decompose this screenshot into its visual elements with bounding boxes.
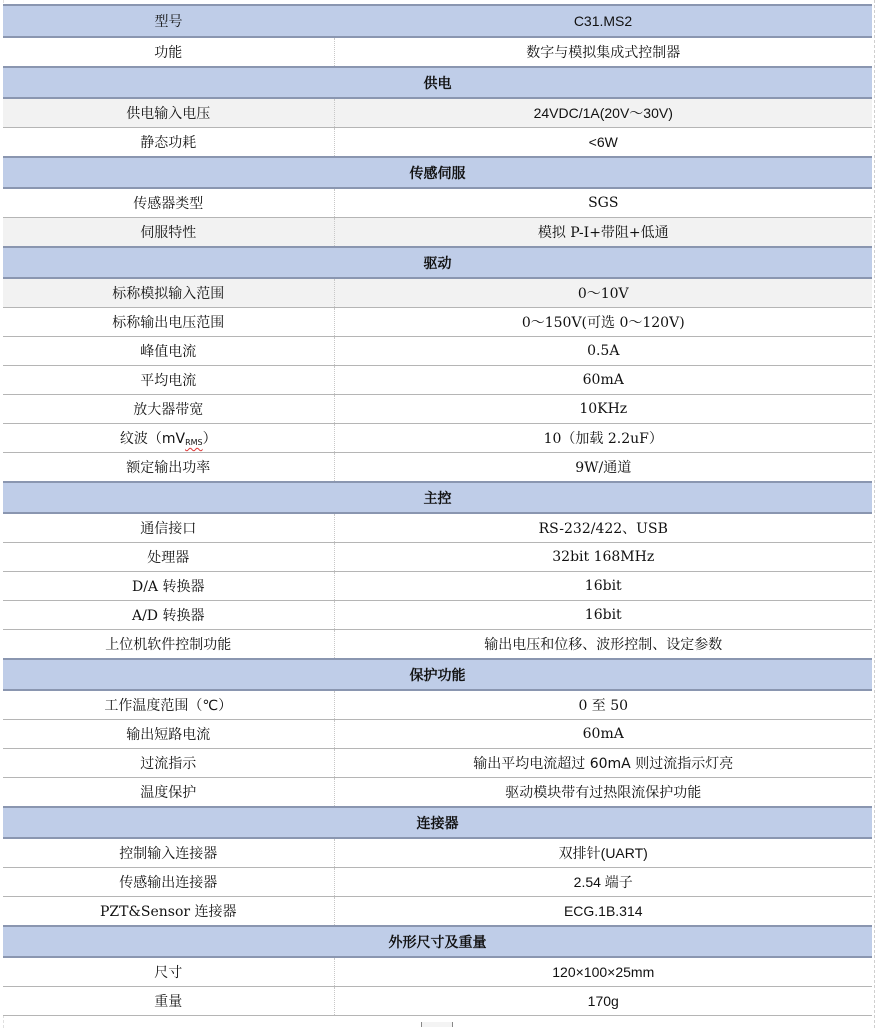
- table-row: [3, 897, 872, 927]
- spec-value: 16bit: [334, 572, 872, 601]
- table-row: [3, 98, 872, 128]
- spec-label-tail: ）: [202, 431, 217, 447]
- table-row: [3, 218, 872, 248]
- spec-value: 10（加载 2.2uF）: [334, 424, 872, 453]
- spec-label: 通信接口: [3, 513, 334, 543]
- spec-label: 平均电流: [3, 366, 334, 395]
- spec-label: 过流指示: [3, 749, 334, 778]
- table-row: [3, 720, 872, 749]
- spec-value: 输出电压和位移、波形控制、设定参数: [334, 630, 872, 660]
- spec-value: 120×100×25mm: [334, 957, 872, 987]
- section-title: 传感伺服: [3, 157, 872, 188]
- spec-value: 170g: [334, 987, 872, 1016]
- spec-value: <6W: [334, 128, 872, 158]
- spec-label: 传感器类型: [3, 188, 334, 218]
- section-title: 供电: [3, 67, 872, 98]
- section-header: [3, 67, 872, 98]
- spec-value: 2.54 端子: [334, 868, 872, 897]
- section-header: [3, 157, 872, 188]
- spec-value: 32bit 168MHz: [334, 543, 872, 572]
- spec-label: 尺寸: [3, 957, 334, 987]
- table-row: [3, 308, 872, 337]
- table-row: [3, 188, 872, 218]
- section-header: [3, 247, 872, 278]
- spec-label: 工作温度范围（℃）: [3, 690, 334, 720]
- table-row: [3, 513, 872, 543]
- page-margin-guide-right: [874, 0, 875, 1028]
- section-title: 主控: [3, 482, 872, 513]
- spec-value: 24VDC/1A(20V～30V): [334, 98, 872, 128]
- spec-label: 标称输出电压范围: [3, 308, 334, 337]
- spec-label: 峰值电流: [3, 337, 334, 366]
- table-row: [3, 838, 872, 868]
- spec-label: 额定输出功率: [3, 453, 334, 483]
- spec-label: 供电输入电压: [3, 98, 334, 128]
- table-row: [3, 366, 872, 395]
- section-header: [3, 807, 872, 838]
- section-header: [3, 926, 872, 957]
- spec-value: 0.5A: [334, 337, 872, 366]
- page-break-marker: [421, 1022, 453, 1027]
- table-row: [3, 630, 872, 660]
- section-header: [3, 482, 872, 513]
- spec-value: 0～10V: [334, 278, 872, 308]
- spec-label: PZT&Sensor 连接器: [3, 897, 334, 927]
- spec-value: 输出平均电流超过 60mA 则过流指示灯亮: [334, 749, 872, 778]
- spec-label: A/D 转换器: [3, 601, 334, 630]
- spec-value: 16bit: [334, 601, 872, 630]
- spec-value: 0 至 50: [334, 690, 872, 720]
- table-row: [3, 601, 872, 630]
- spec-label: 放大器带宽: [3, 395, 334, 424]
- spec-value: ECG.1B.314: [334, 897, 872, 927]
- spec-value: RS-232/422、USB: [334, 513, 872, 543]
- table-row: [3, 128, 872, 158]
- section-header: [3, 659, 872, 690]
- table-row: [3, 778, 872, 808]
- table-row: [3, 37, 872, 67]
- spec-value: 驱动模块带有过热限流保护功能: [334, 778, 872, 808]
- table-row: [3, 749, 872, 778]
- table-header-row: [3, 5, 872, 37]
- table-row: [3, 987, 872, 1016]
- section-title: 连接器: [3, 807, 872, 838]
- spec-label: 静态功耗: [3, 128, 334, 158]
- spec-value: 数字与模拟集成式控制器: [334, 37, 872, 67]
- spec-label: 传感输出连接器: [3, 868, 334, 897]
- spec-table: [3, 4, 872, 1016]
- spec-label: 处理器: [3, 543, 334, 572]
- table-row: [3, 957, 872, 987]
- spec-label: 重量: [3, 987, 334, 1016]
- table-row: [3, 278, 872, 308]
- table-row: [3, 424, 872, 453]
- spec-label: [3, 424, 334, 453]
- spec-label: 上位机软件控制功能: [3, 630, 334, 660]
- table-row: [3, 395, 872, 424]
- spec-label: 伺服特性: [3, 218, 334, 248]
- spec-value: 60mA: [334, 720, 872, 749]
- spec-label: D/A 转换器: [3, 572, 334, 601]
- spec-value: 模拟 P-I+带阻+低通: [334, 218, 872, 248]
- spec-value: 9W/通道: [334, 453, 872, 483]
- spec-label: 温度保护: [3, 778, 334, 808]
- spec-label-text: 纹波（mV: [119, 431, 186, 447]
- spec-label: 控制输入连接器: [3, 838, 334, 868]
- spec-value: 60mA: [334, 366, 872, 395]
- table-row: [3, 543, 872, 572]
- section-title: 外形尺寸及重量: [3, 926, 872, 957]
- spec-value: 10KHz: [334, 395, 872, 424]
- spec-label: 功能: [3, 37, 334, 67]
- spec-label: 输出短路电流: [3, 720, 334, 749]
- table-row: [3, 690, 872, 720]
- table-row: [3, 572, 872, 601]
- section-title: 保护功能: [3, 659, 872, 690]
- model-value: C31.MS2: [334, 5, 872, 37]
- spec-label-subscript: RMS: [185, 438, 203, 447]
- spec-value: 0～150V(可选 0～120V): [334, 308, 872, 337]
- spec-label: 标称模拟输入范围: [3, 278, 334, 308]
- table-row: [3, 337, 872, 366]
- model-label: 型号: [3, 5, 334, 37]
- section-title: 驱动: [3, 247, 872, 278]
- spec-value: SGS: [334, 188, 872, 218]
- table-row: [3, 453, 872, 483]
- spec-value: 双排针(UART): [334, 838, 872, 868]
- table-row: [3, 868, 872, 897]
